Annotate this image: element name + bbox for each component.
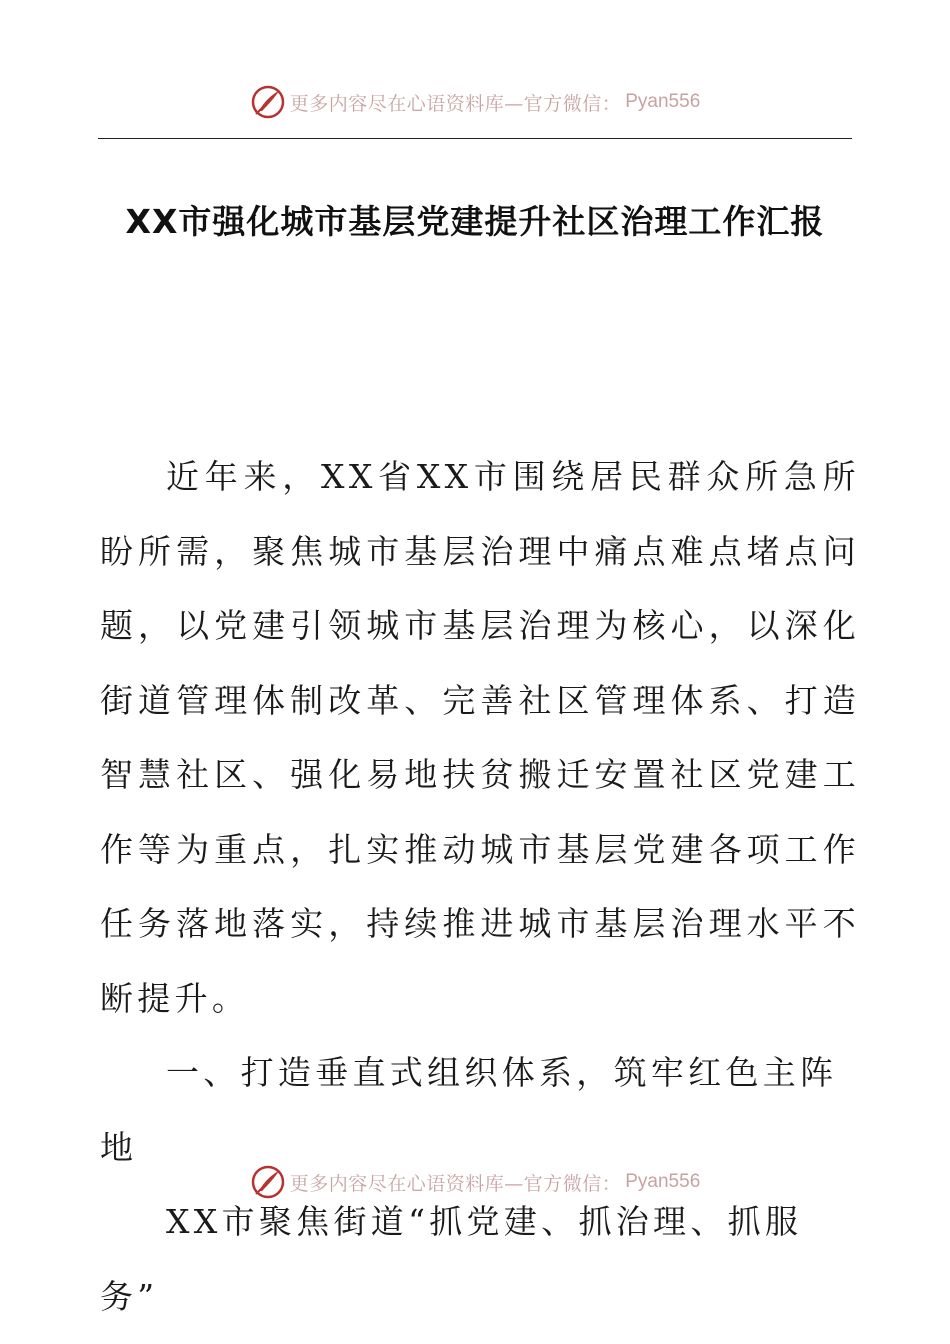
wechat-id: Pyan556: [625, 1171, 701, 1192]
section-heading: 一、打造垂直式组织体系，筑牢红色主阵地: [100, 1053, 838, 1167]
section-paragraph: XX市聚焦街道“抓党建、抓治理、抓服务”: [100, 1202, 803, 1316]
quill-seal-logo-icon: [250, 84, 286, 120]
wechat-id: Pyan556: [625, 91, 701, 112]
intro-paragraph: 近年来，XX省XX市围绕居民群众所急所盼所需，聚焦城市基层治理中痛点难点堵点问题，以党建引领城市基层治理为核心，以深化街道管理体制改革、完善社区管理体系、打造智慧社区、强化易地扶贫搬迁安置社区党建工作等为重点，扎实推动城市基层党建各项工作任务落地落实，持续推进城市基层治理水平不断提升。: [100, 457, 860, 1018]
header-divider: [98, 138, 852, 139]
banner-text: 更多内容尽在心语资料库—官方微信：: [289, 1172, 622, 1195]
banner-text: 更多内容尽在心语资料库—官方微信：: [289, 92, 622, 115]
document-title: XX市强化城市基层党建提升社区治理工作汇报: [125, 202, 825, 241]
header-banner: [0, 82, 950, 122]
quill-seal-logo-icon: [250, 1164, 286, 1200]
footer-banner: [0, 1162, 950, 1202]
